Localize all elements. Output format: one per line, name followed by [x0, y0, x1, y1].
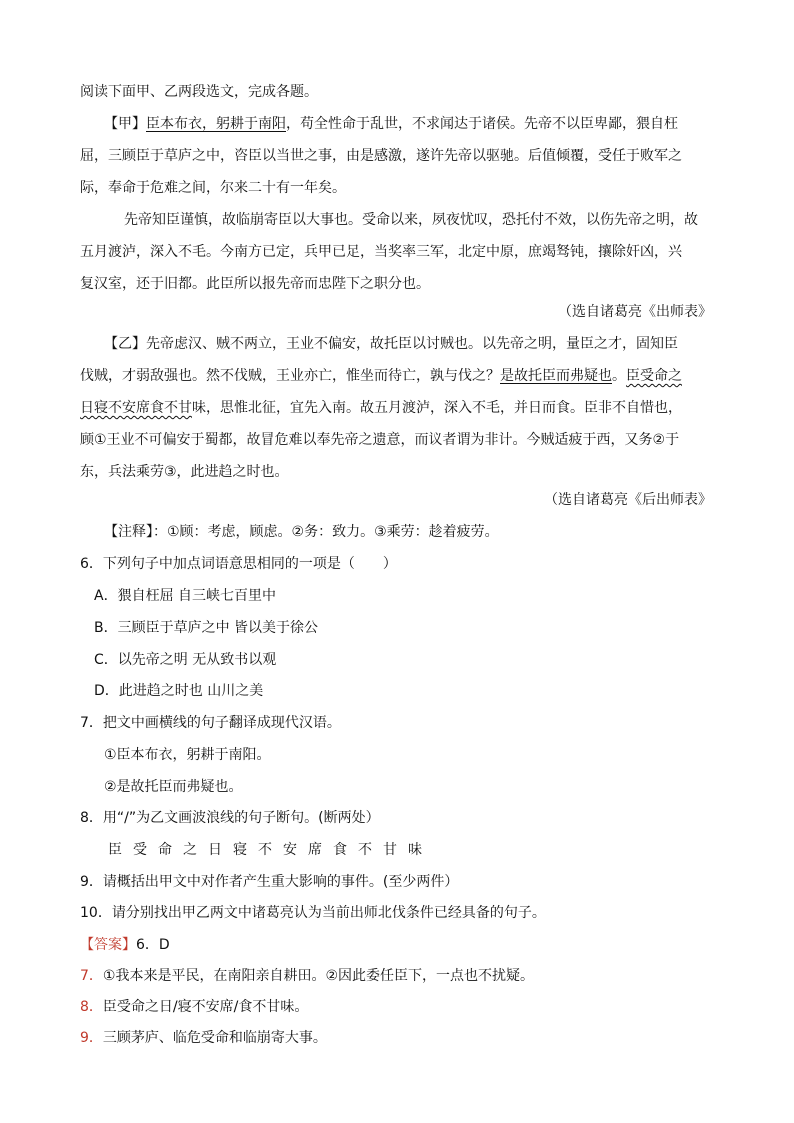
- jia-para2-line2: 五月渡泸，深入不毛。今南方已定，兵甲已足，当奖率三军，北定中原，庶竭驽钝，攘除奸凶，兴: [80, 244, 682, 260]
- q6-option-b: B．三顾臣于草庐之中 皆以美于徐公: [94, 620, 319, 636]
- jia-underlined-sentence: 臣本布衣，躬耕于南阳: [146, 116, 286, 132]
- answer-7-number: 7．: [80, 968, 103, 984]
- jia-para2-line1: 先帝知臣谨慎，故临崩寄臣以大事也。受命以来，夙夜忧叹，恐托付不效，以伤先帝之明，故: [124, 212, 698, 228]
- yi-line2: [80, 366, 682, 386]
- answer-9-number: 9．: [80, 1030, 103, 1046]
- answer-7: [80, 966, 534, 986]
- yi-wavy-sentence-part1: 臣受命之: [626, 368, 682, 384]
- yi-label: 【乙】: [104, 336, 146, 352]
- q7-item-2: ②是故托臣而弗疑也。: [104, 779, 243, 795]
- answer-9: [80, 1028, 327, 1048]
- yi-line3: [80, 398, 682, 418]
- answer-6-text: 6．D: [136, 937, 170, 953]
- answer-9-text: 三顾茅庐、临危受命和临崩寄大事。: [102, 1030, 327, 1046]
- q6-option-c: C．以先帝之明 无从致书以观: [94, 652, 277, 668]
- jia-para2-line3: 复汉室，还于旧都。此臣所以报先帝而忠陛下之职分也。: [80, 276, 430, 292]
- yi-line1-text: 先帝虑汉、贼不两立，王业不偏安，故托臣以讨贼也。以先帝之明，量臣之才，固知臣: [146, 336, 678, 352]
- jia-para1-line1: [104, 114, 678, 134]
- yi-line4: 顾①王业不可偏安于蜀都，故冒危难以奉先帝之遗意，而议者谓为非计。今贼适疲于西，又务②于: [80, 432, 680, 448]
- yi-source: （选自诸葛亮《后出师表》: [544, 492, 712, 508]
- q9-stem: 9．请概括出甲文中对作者产生重大影响的事件。(至少两件）: [80, 874, 459, 890]
- yi-line2-period: 。: [612, 368, 626, 384]
- q7-stem: 7．把文中画横线的句子翻译成现代汉语。: [80, 715, 341, 731]
- q8-stem: 8．用“/”为乙文画波浪线的句子断句。(断两处）: [80, 810, 380, 826]
- q6-stem: 6．下列句子中加点词语意思相同的一项是（ ）: [80, 556, 397, 572]
- answer-label: 【答案】: [80, 937, 136, 953]
- jia-para1-line1-text: ，苟全性命于乱世，不求闻达于诸侯。先帝不以臣卑鄙，猥自枉: [286, 116, 678, 132]
- yi-line1: [104, 334, 678, 354]
- answer-7-text: ①我本来是平民，在南阳亲自耕田。②因此委任臣下，一点也不扰疑。: [102, 968, 535, 984]
- q8-sentence: 臣受命之日寝不安席食不甘味: [108, 842, 433, 858]
- jia-para1-line2: 屈，三顾臣于草庐之中，咨臣以当世之事，由是感激，遂许先帝以驱驰。后值倾覆，受任于败军之: [80, 148, 682, 164]
- yi-line2-text: 伐贼，才弱敌强也。然不伐贼，王业亦亡，惟坐而待亡，孰与伐之？: [80, 368, 500, 384]
- answer-8-number: 8．: [80, 999, 103, 1015]
- q6-option-a: A．猥自枉屈 自三峡七百里中: [94, 588, 277, 604]
- jia-source: （选自诸葛亮《出师表》: [558, 304, 712, 320]
- instruction: 阅读下面甲、乙两段选文，完成各题。: [80, 84, 318, 100]
- jia-para1-line3: 际，奉命于危难之间，尔来二十有一年矣。: [80, 180, 346, 196]
- answer-6: [80, 935, 170, 955]
- yi-underlined-sentence: 是故托臣而弗疑也: [500, 368, 612, 384]
- notes: 【注释】：①顾：考虑，顾虑。②务：致力。③乘劳：趁着疲劳。: [104, 524, 499, 540]
- answer-8-text: 臣受命之日/寝不安席/食不甘味。: [102, 999, 309, 1015]
- jia-label: 【甲】: [104, 116, 146, 132]
- q6-option-d: D．此进趋之时也 山川之美: [94, 683, 264, 699]
- q10-stem: 10．请分别找出甲乙两文中诸葛亮认为当前出师北伐条件已经具备的句子。: [80, 905, 546, 921]
- yi-wavy-sentence-part2: 日寝不安席食不甘: [80, 400, 192, 416]
- q7-item-1: ①臣本布衣，躬耕于南阳。: [104, 747, 271, 763]
- answer-8: [80, 997, 308, 1017]
- yi-line3-text: 味，思惟北征，宜先入南。故五月渡泸，深入不毛，并日而食。臣非不自惜也，: [192, 400, 682, 416]
- yi-line5: 东，兵法乘劳③，此进趋之时也。: [80, 464, 289, 480]
